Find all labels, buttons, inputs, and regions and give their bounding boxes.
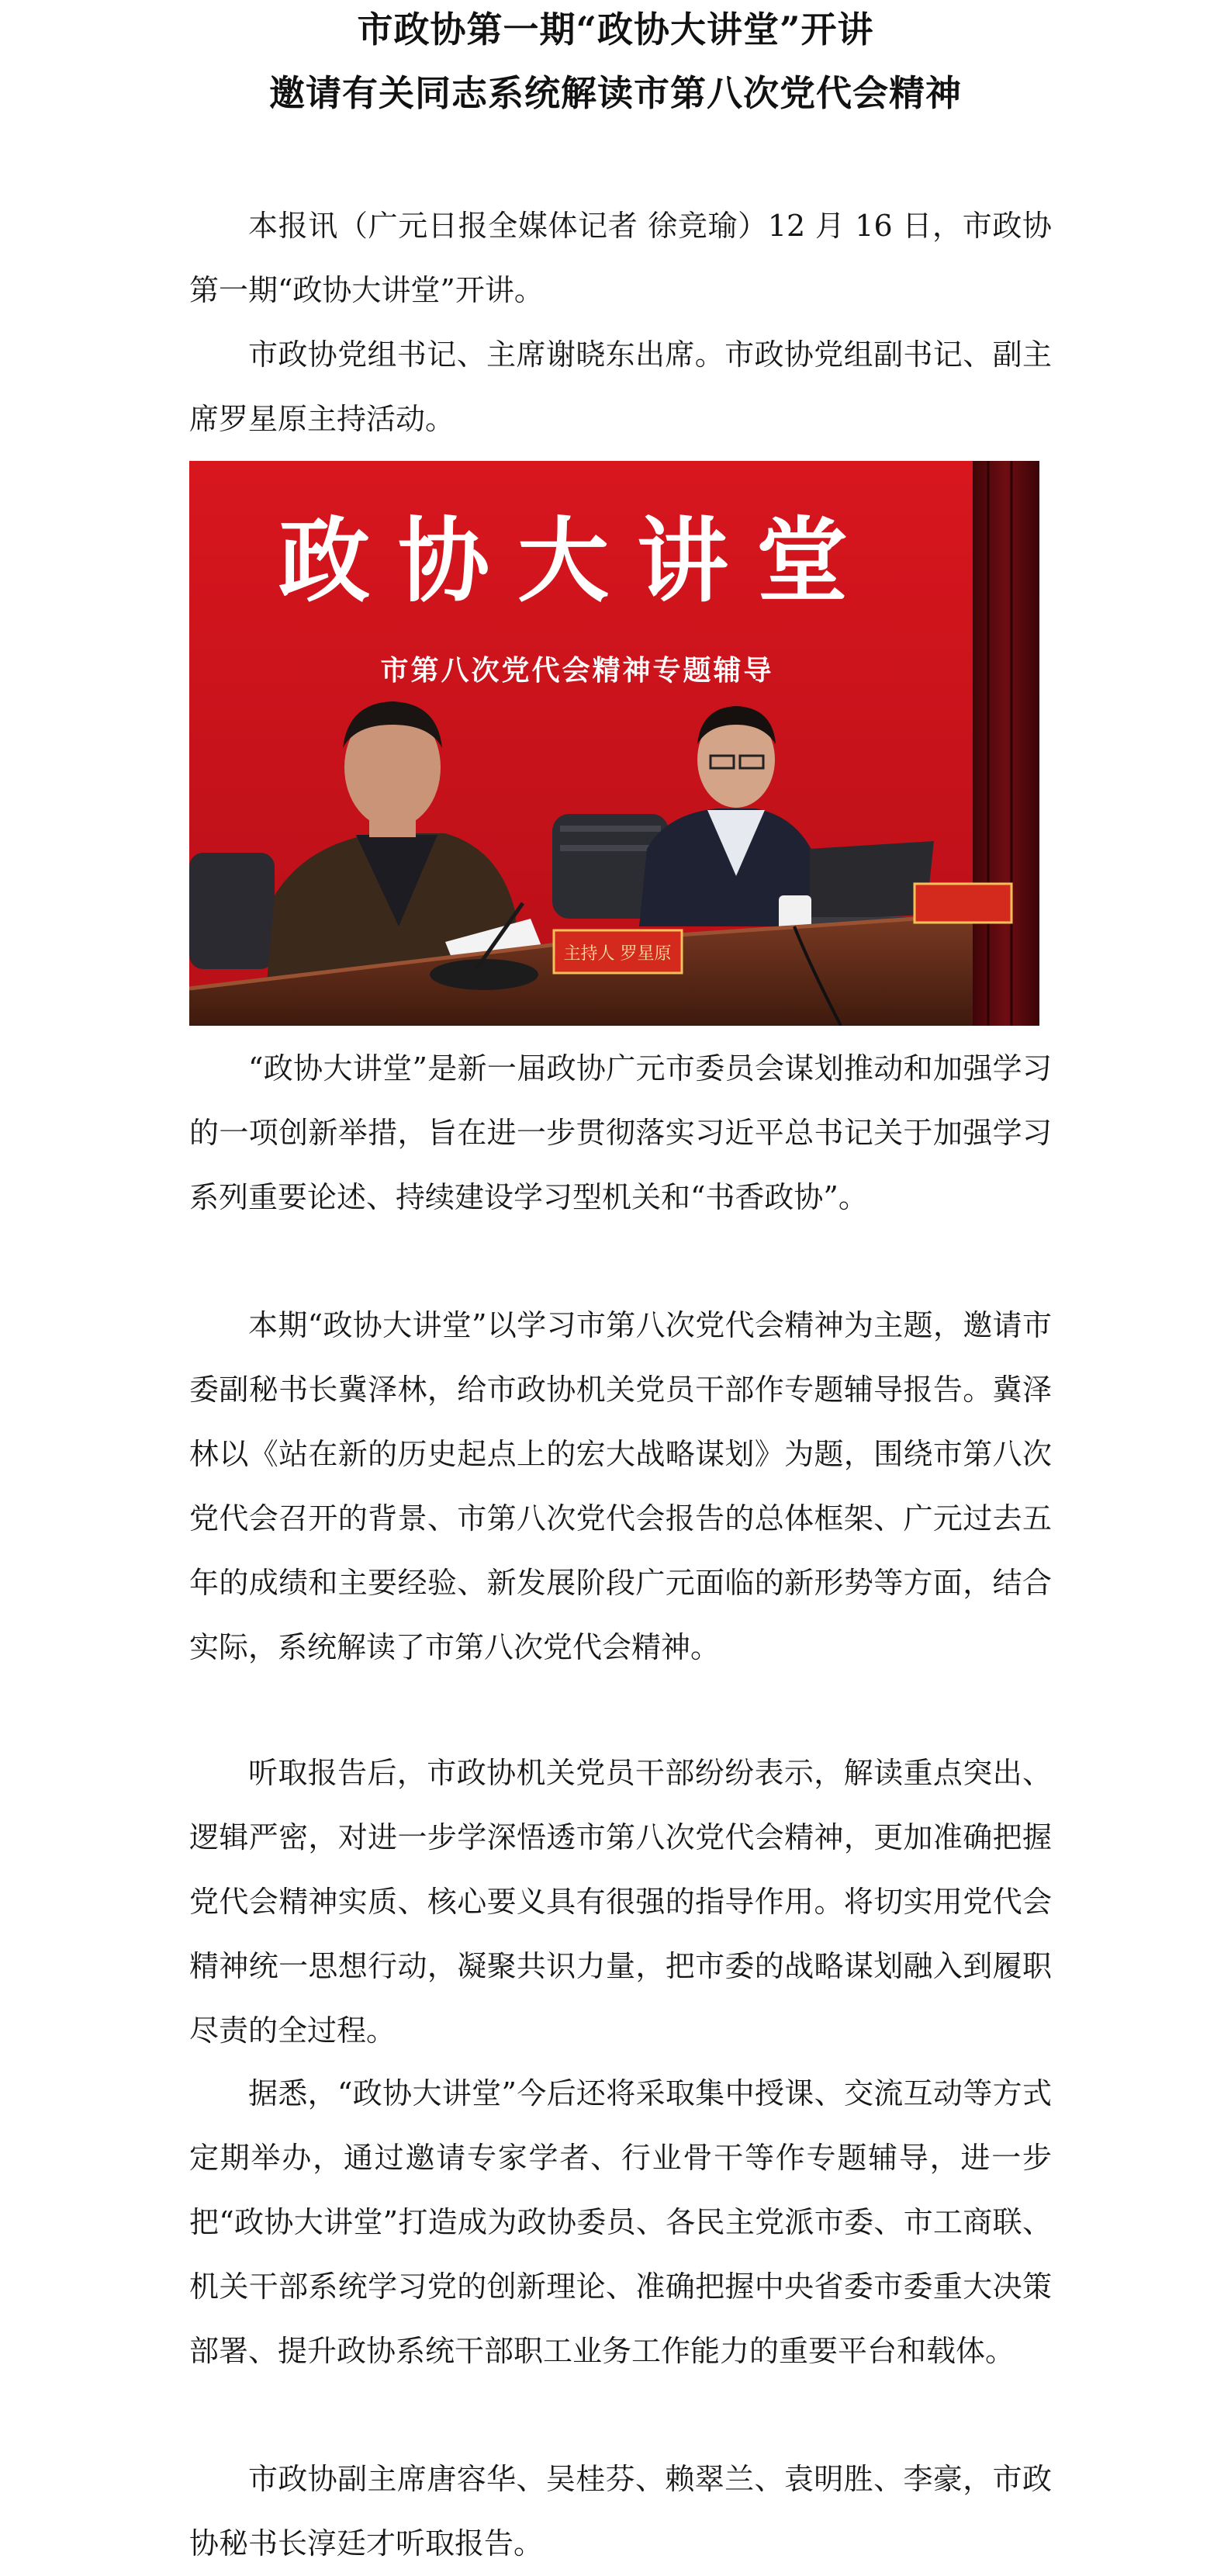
article-title-line-2: 邀请有关同志系统解读市第八次党代会精神 [269,72,962,114]
microphone-base [430,959,538,990]
backdrop-subtitle: 市第八次党代会精神专题辅导 [380,655,774,687]
article-paragraph-2: 市政协党组书记、主席谢晓东出席。市政协党组副书记、副主席罗星原主持活动。 [189,338,1052,436]
backdrop-title: 政协大讲堂 [278,507,877,615]
nameplate-left [554,930,682,973]
news-photo [189,461,1039,1026]
chair-left-back [189,853,275,969]
article-paragraph-3: “政协大讲堂”是新一届政协广元市委员会谋划推动和加强学习的一项创新举措，旨在进一步贯彻落实习近平总书记关于加强学习系列重要论述、持续建设学习型机关和“书香政协”。 [189,1051,1052,1214]
article-paragraph-7: 市政协副主席唐容华、吴桂芬、赖翠兰、袁明胜、李豪，市政协秘书长淳廷才听取报告。 [189,2462,1052,2560]
stage-curtain [973,461,1039,1026]
nameplate-text: 主持人 罗星原 [563,944,672,964]
article-title-line-1: 市政协第一期“政协大讲堂”开讲 [357,9,874,50]
article-paragraph-5: 听取报告后，市政协机关党员干部纷纷表示，解读重点突出、逻辑严密，对进一步学深悟透市第八次党代会精神，更加准确把握党代会精神实质、核心要义具有很强的指导作用。将切实用党代会精神统一思想行动，凝聚共识力量，把市委的战略谋划融入到履职尽责的全过程。 [189,1756,1052,2048]
nameplate-right [915,884,1011,923]
article-paragraph-1: 本报讯（广元日报全媒体记者 徐竞瑜）12 月 16 日，市政协第一期“政协大讲堂”开讲。 [189,209,1052,307]
article-paragraph-6: 据悉，“政协大讲堂”今后还将采取集中授课、交流互动等方式定期举办，通过邀请专家学者、行业骨干等作专题辅导，进一步把“政协大讲堂”打造成为政协委员、各民主党派市委、市工商联、机关干部系统学习党的创新理论、准确把握中央省委市委重大决策部署、提升政协系统干部职工业务工作能力的重要平台和载体。 [189,2076,1052,2368]
article-paragraph-4: 本期“政协大讲堂”以学习市第八次党代会精神为主题，邀请市委副秘书长冀泽林，给市政协机关党员干部作专题辅导报告。冀泽林以《站在新的历史起点上的宏大战略谋划》为题，围绕市第八次党代会召开的背景、市第八次党代会报告的总体框架、广元过去五年的成绩和主要经验、新发展阶段广元面临的新形势等方面，结合实际，系统解读了市第八次党代会精神。 [189,1308,1052,1664]
